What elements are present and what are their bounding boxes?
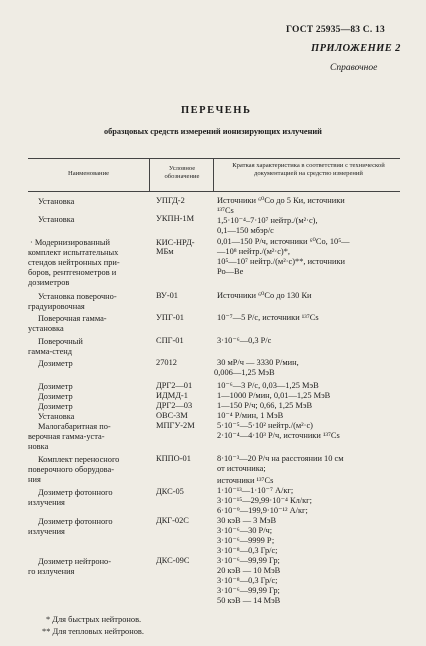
footnote-fast-neutrons: * Для быстрых нейтронов. xyxy=(46,615,142,624)
row-description: 1—150 Р/ч; 0,66, 1,25 МэВ xyxy=(217,401,313,410)
row-description: ¹³⁷Cs xyxy=(217,206,234,215)
column-header-name: Наименование xyxy=(67,170,110,177)
row-code: КППО-01 xyxy=(156,454,191,463)
footnote-thermal-neutrons: ** Для тепловых нейтронов. xyxy=(42,627,144,636)
row-description: 3·10⁻¹⁵—29,99·10⁻⁴ Кл/кг; xyxy=(217,496,312,505)
row-name: Установка xyxy=(38,412,75,421)
row-description: 10⁻⁶—3 Р/с, 0,03—1,25 МэВ xyxy=(217,381,319,390)
row-name: го излучения xyxy=(28,567,75,576)
row-name: ния xyxy=(28,475,41,484)
table-header-divider xyxy=(28,191,400,192)
row-description: Источники ⁶⁰Со до 5 Ки, источники xyxy=(217,196,345,205)
row-name: Дозиметр фотонного xyxy=(38,488,113,497)
row-description: 0,006—1,25 МэВ xyxy=(214,368,275,377)
row-description: 3·10⁻⁶—0,3 Р/с xyxy=(217,336,272,345)
row-description: 1—1000 Р/мин, 0,01—1,25 МэВ xyxy=(217,391,331,400)
row-code: СПГ-01 xyxy=(156,336,184,345)
row-code: УПГД-2 xyxy=(156,196,185,205)
appendix-label: ПРИЛОЖЕНИЕ 2 xyxy=(311,43,401,54)
row-name: новка xyxy=(28,442,49,451)
column-divider-2 xyxy=(213,158,214,191)
row-name: комплект испытательных xyxy=(28,248,119,257)
row-description: 50 кэВ — 14 МэВ xyxy=(217,596,281,605)
row-description: 0,1—150 мбэр/с xyxy=(217,226,274,235)
row-name: Дозиметр xyxy=(38,359,73,368)
row-description: Источники ⁶⁰Со до 130 Ки xyxy=(217,291,312,300)
row-description: 2·10⁻⁴—4·10³ Р/ч, источники ¹³⁷Cs xyxy=(217,431,340,440)
row-code: ВУ-01 xyxy=(156,291,178,300)
row-name: излучения xyxy=(28,527,65,536)
row-description: 10⁻⁴ Р/мин, 1 МэВ xyxy=(217,411,284,420)
row-name: Дозиметр xyxy=(38,402,73,411)
row-name: Установка xyxy=(38,215,75,224)
row-description: 3·10⁻⁶—9999 Р; xyxy=(217,536,275,545)
row-name: Комплект переносного xyxy=(38,455,120,464)
row-description: 3·10⁻⁸—0,3 Гр/с; xyxy=(217,546,278,555)
page-subtitle: образцовых средств измерений ионизирующих излучений xyxy=(104,127,322,136)
row-name: установка xyxy=(28,324,64,333)
row-name: Дозиметр фотонного xyxy=(38,517,113,526)
row-name: · Модернизированный xyxy=(30,238,110,247)
row-name: верочная гамма-уста- xyxy=(28,432,105,441)
row-code: ДКС-09С xyxy=(156,556,190,565)
row-description: 5·10⁻⁵—5·10² нейтр./(м²·с) xyxy=(217,421,313,430)
row-description: 6·10⁻⁹—199,9·10⁻¹² А/кг; xyxy=(217,506,308,515)
column-divider-1 xyxy=(149,158,150,191)
row-name: Установка xyxy=(38,197,75,206)
row-description: 1,5·10⁻⁴–7·10⁷ нейтр./(м²·с), xyxy=(217,216,318,225)
row-name: гамма-стенд xyxy=(28,347,73,356)
row-name: Поверочный xyxy=(38,337,83,346)
row-code: УПГ-01 xyxy=(156,313,184,322)
row-name: дозиметров xyxy=(28,278,70,287)
row-name: Установка поверочно- xyxy=(38,292,117,301)
row-description: 8·10⁻³—20 Р/ч на расстоянии 10 см xyxy=(217,454,344,463)
row-name: излучения xyxy=(28,498,65,507)
row-code: ОВС-3М xyxy=(156,411,188,420)
column-header-description: Краткая характеристика в соответствии с технической документацией на средство измерений xyxy=(232,162,385,177)
row-description: 1·10⁻¹³—1·10⁻⁷ А/кг; xyxy=(217,486,294,495)
row-name: поверочного оборудова- xyxy=(28,465,115,474)
row-description: 10⁵—10⁷ нейтр./(м²·с)**, источники xyxy=(217,257,346,266)
row-name: Малогабаритная по- xyxy=(38,422,111,431)
row-code: МПГУ-2М xyxy=(156,421,195,430)
row-description: от источника; xyxy=(217,464,266,473)
row-description: —10⁸ нейтр./(м²·с)*, xyxy=(217,247,290,256)
row-code: УКПН-1М xyxy=(156,214,195,223)
row-name: Поверочная гамма- xyxy=(38,314,107,323)
row-code: ДКГ-02С xyxy=(156,516,189,525)
row-name: градуировочная xyxy=(28,302,85,311)
row-description: 30 мР/ч — 3330 Р/мин, xyxy=(217,358,299,367)
row-code: 27012 xyxy=(156,358,177,367)
row-code: ИДМД-1 xyxy=(156,391,188,400)
row-description: 3·10⁻⁸—0,3 Гр/с; xyxy=(217,576,278,585)
row-name: боров, рентгенометров и xyxy=(28,268,117,277)
row-code: ДРГ2—03 xyxy=(156,401,193,410)
reference-label: Справочное xyxy=(330,63,378,73)
row-description: источники ¹³⁷Cs xyxy=(217,476,274,485)
table-top-border xyxy=(28,158,400,159)
row-description: 0,01—150 Р/ч, источники ⁶⁰Со, 10⁵— xyxy=(217,237,350,246)
column-header-code: Условное обозначение xyxy=(164,165,200,180)
row-code: КИС-НРД-МБм xyxy=(156,238,195,257)
row-description: 20 кэВ — 10 МэВ xyxy=(217,566,281,575)
row-name: Дозиметр xyxy=(38,392,73,401)
row-name: Дозиметр нейтроно- xyxy=(38,557,112,566)
row-name: стендов нейтронных при- xyxy=(28,258,120,267)
row-code: ДРГ2—01 xyxy=(156,381,193,390)
row-description: 3·10⁻⁶—30 Р/ч; xyxy=(217,526,273,535)
row-description: 3·10⁻⁶—99,99 Гр; xyxy=(217,586,280,595)
standard-header: ГОСТ 25935—83 С. 13 xyxy=(286,25,385,35)
row-description: 30 кэВ — 3 МэВ xyxy=(217,516,277,525)
row-description: Ро—Ве xyxy=(217,267,244,276)
page-title: ПЕРЕЧЕНЬ xyxy=(181,105,252,116)
row-description: 3·10⁻⁶—99,99 Гр; xyxy=(217,556,280,565)
row-code: ДКС-05 xyxy=(156,487,184,496)
row-description: 10⁻⁷—5 Р/с, источники ¹³⁷Cs xyxy=(217,313,319,322)
row-name: Дозиметр xyxy=(38,382,73,391)
